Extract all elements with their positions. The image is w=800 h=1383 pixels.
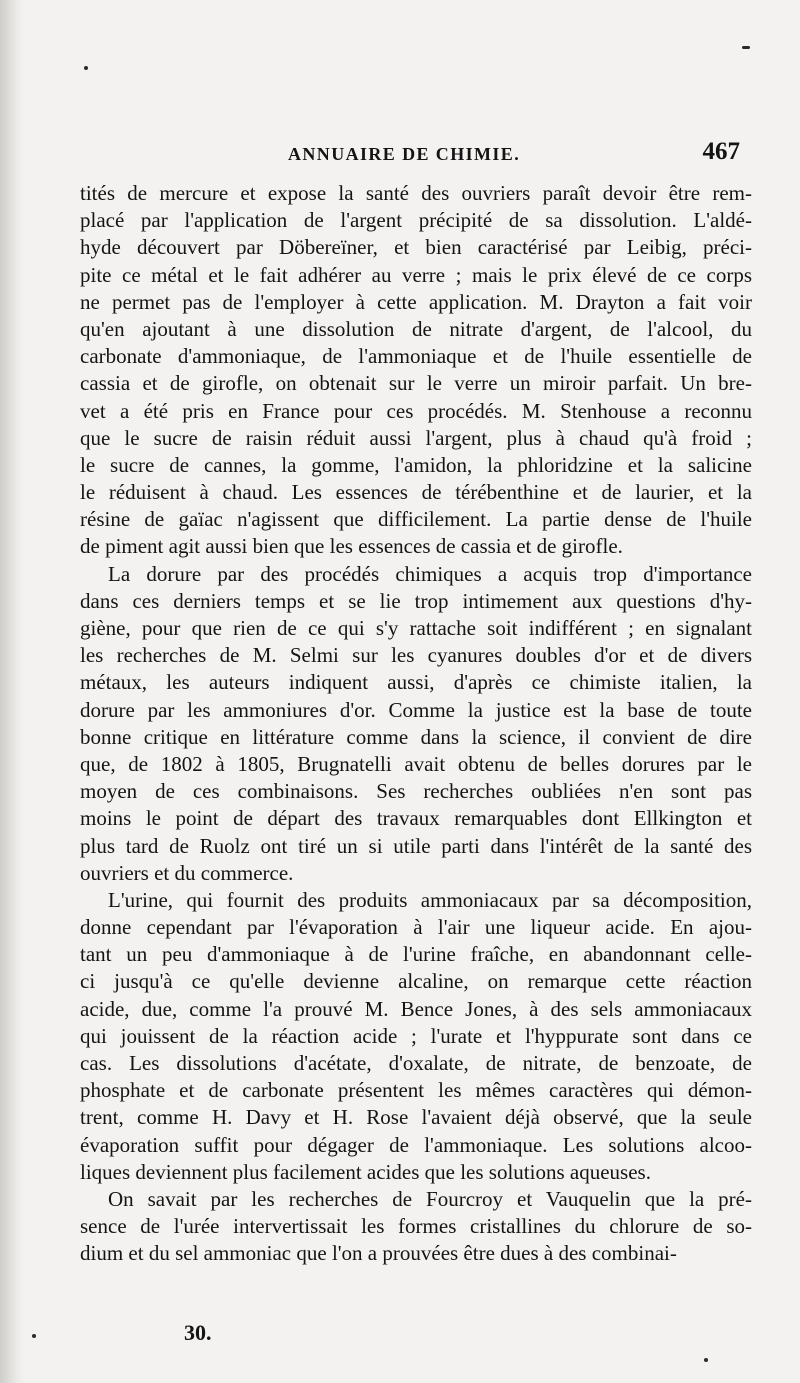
text-line: cas. Les dissolutions d'acétate, d'oxalate, de nitrate, de benzoate, de [80,1051,752,1075]
ink-speck [742,46,750,49]
text-line: le sucre de cannes, la gomme, l'amidon, la phloridzine et la salicine [80,452,752,477]
text-line: ne permet pas de l'employer à cette application. M. Drayton a fait voir [80,289,752,314]
text-line: carbonate d'ammoniaque, de l'ammoniaque et de l'huile essentielle de [80,344,752,369]
text-line: de piment agit aussi bien que les essences de cassia et de girofle. [80,534,623,559]
text-line: acide, due, comme l'a prouvé M. Bence Jones, à des sels ammoniacaux [80,996,752,1021]
ink-speck [704,1358,708,1362]
text-line: que, de 1802 à 1805, Brugnatelli avait obtenu de belles dorures par le [80,751,752,776]
text-line: giène, pour que rien de ce qui s'y rattache soit indifférent ; en signalant [80,616,752,640]
text-line: sence de l'urée intervertissait les formes cristallines du chlorure de so- [80,1214,752,1239]
page-gutter-shadow [0,0,24,1383]
text-line: cassia et de girofle, on obtenait sur le verre un miroir parfait. Un bre- [80,371,752,396]
text-line: les recherches de M. Selmi sur les cyanures doubles d'or et de divers [80,643,752,668]
paragraph [80,561,752,887]
signature-mark: 30. [184,1320,212,1345]
text-line: moins le point de départ des travaux remarquables dont Ellkington et [80,806,752,831]
text-line: La dorure par des procédés chimiques a acquis trop d'importance [108,561,752,586]
ink-speck [32,1334,36,1338]
text-line: tant un peu d'ammoniaque à de l'urine fraîche, en abandonnant celle- [80,942,752,967]
text-line: bonne critique en littérature comme dans la science, il convient de dire [80,724,752,749]
text-line: phosphate et de carbonate présentent les mêmes caractères qui démon- [80,1078,752,1103]
text-line: L'urine, qui fournit des produits ammoniacaux par sa décomposition, [108,887,752,912]
text-line: le réduisent à chaud. Les essences de térébenthine et de laurier, et la [80,480,752,505]
text-line: qui jouissent de la réaction acide ; l'urate et l'hyppurate sont dans ce [80,1023,752,1048]
running-title: ANNUAIRE DE CHIMIE. [288,144,521,164]
text-line: On savait par les recherches de Fourcroy et Vauquelin que la pré- [108,1186,752,1211]
text-line: trent, comme H. Davy et H. Rose l'avaient déjà observé, que la seule [80,1105,752,1130]
text-line: qu'en ajoutant à une dissolution de nitrate d'argent, de l'alcool, du [80,316,752,341]
text-line: résine de gaïac n'agissent que difficilement. La partie dense de l'huile [80,507,752,532]
text-line: vet a été pris en France pour ces procédés. M. Stenhouse a reconnu [80,398,752,423]
text-line: moyen de ces combinaisons. Ses recherches oubliées n'en sont pas [80,779,752,804]
text-line: liques deviennent plus facilement acides que les solutions aqueuses. [80,1159,651,1184]
text-line: dorure par les ammoniures d'or. Comme la justice est la base de toute [80,697,752,722]
text-line: ci jusqu'à ce qu'elle devienne alcaline, on remarque cette réaction [80,969,752,994]
paragraph [80,887,752,1186]
text-line: évaporation suffit pour dégager de l'ammoniaque. Les solutions alcoo- [80,1132,752,1157]
text-line: dium et du sel ammoniac que l'on a prouvées être dues à des combinai- [80,1241,677,1266]
paragraph [80,1186,752,1268]
text-line: tités de mercure et expose la santé des ouvriers paraît devoir être rem- [80,181,752,205]
text-line: que le sucre de raisin réduit aussi l'argent, plus à chaud qu'à froid ; [80,425,752,450]
ink-speck [84,66,88,70]
running-header [0,138,800,172]
page-number: 467 [702,138,740,165]
text-line: ouvriers et du commerce. [80,860,294,885]
text-line: plus tard de Ruolz ont tiré un si utile parti dans l'intérêt de la santé des [80,833,752,858]
text-line: métaux, les auteurs indiquent aussi, d'après ce chimiste italien, la [80,670,752,695]
text-line: hyde découvert par Döbereïner, et bien caractérisé par Leibig, préci- [80,235,752,260]
text-line: donne cependant par l'évaporation à l'air une liqueur acide. En ajou- [80,915,752,940]
body-text [80,180,752,1268]
text-line: placé par l'application de l'argent précipité de sa dissolution. L'aldé- [80,208,752,233]
paragraph [80,180,752,561]
text-line: dans ces derniers temps et se lie trop intimement aux questions d'hy- [80,588,752,613]
text-line: pite ce métal et le fait adhérer au verre ; mais le prix élevé de ce corps [80,262,752,287]
